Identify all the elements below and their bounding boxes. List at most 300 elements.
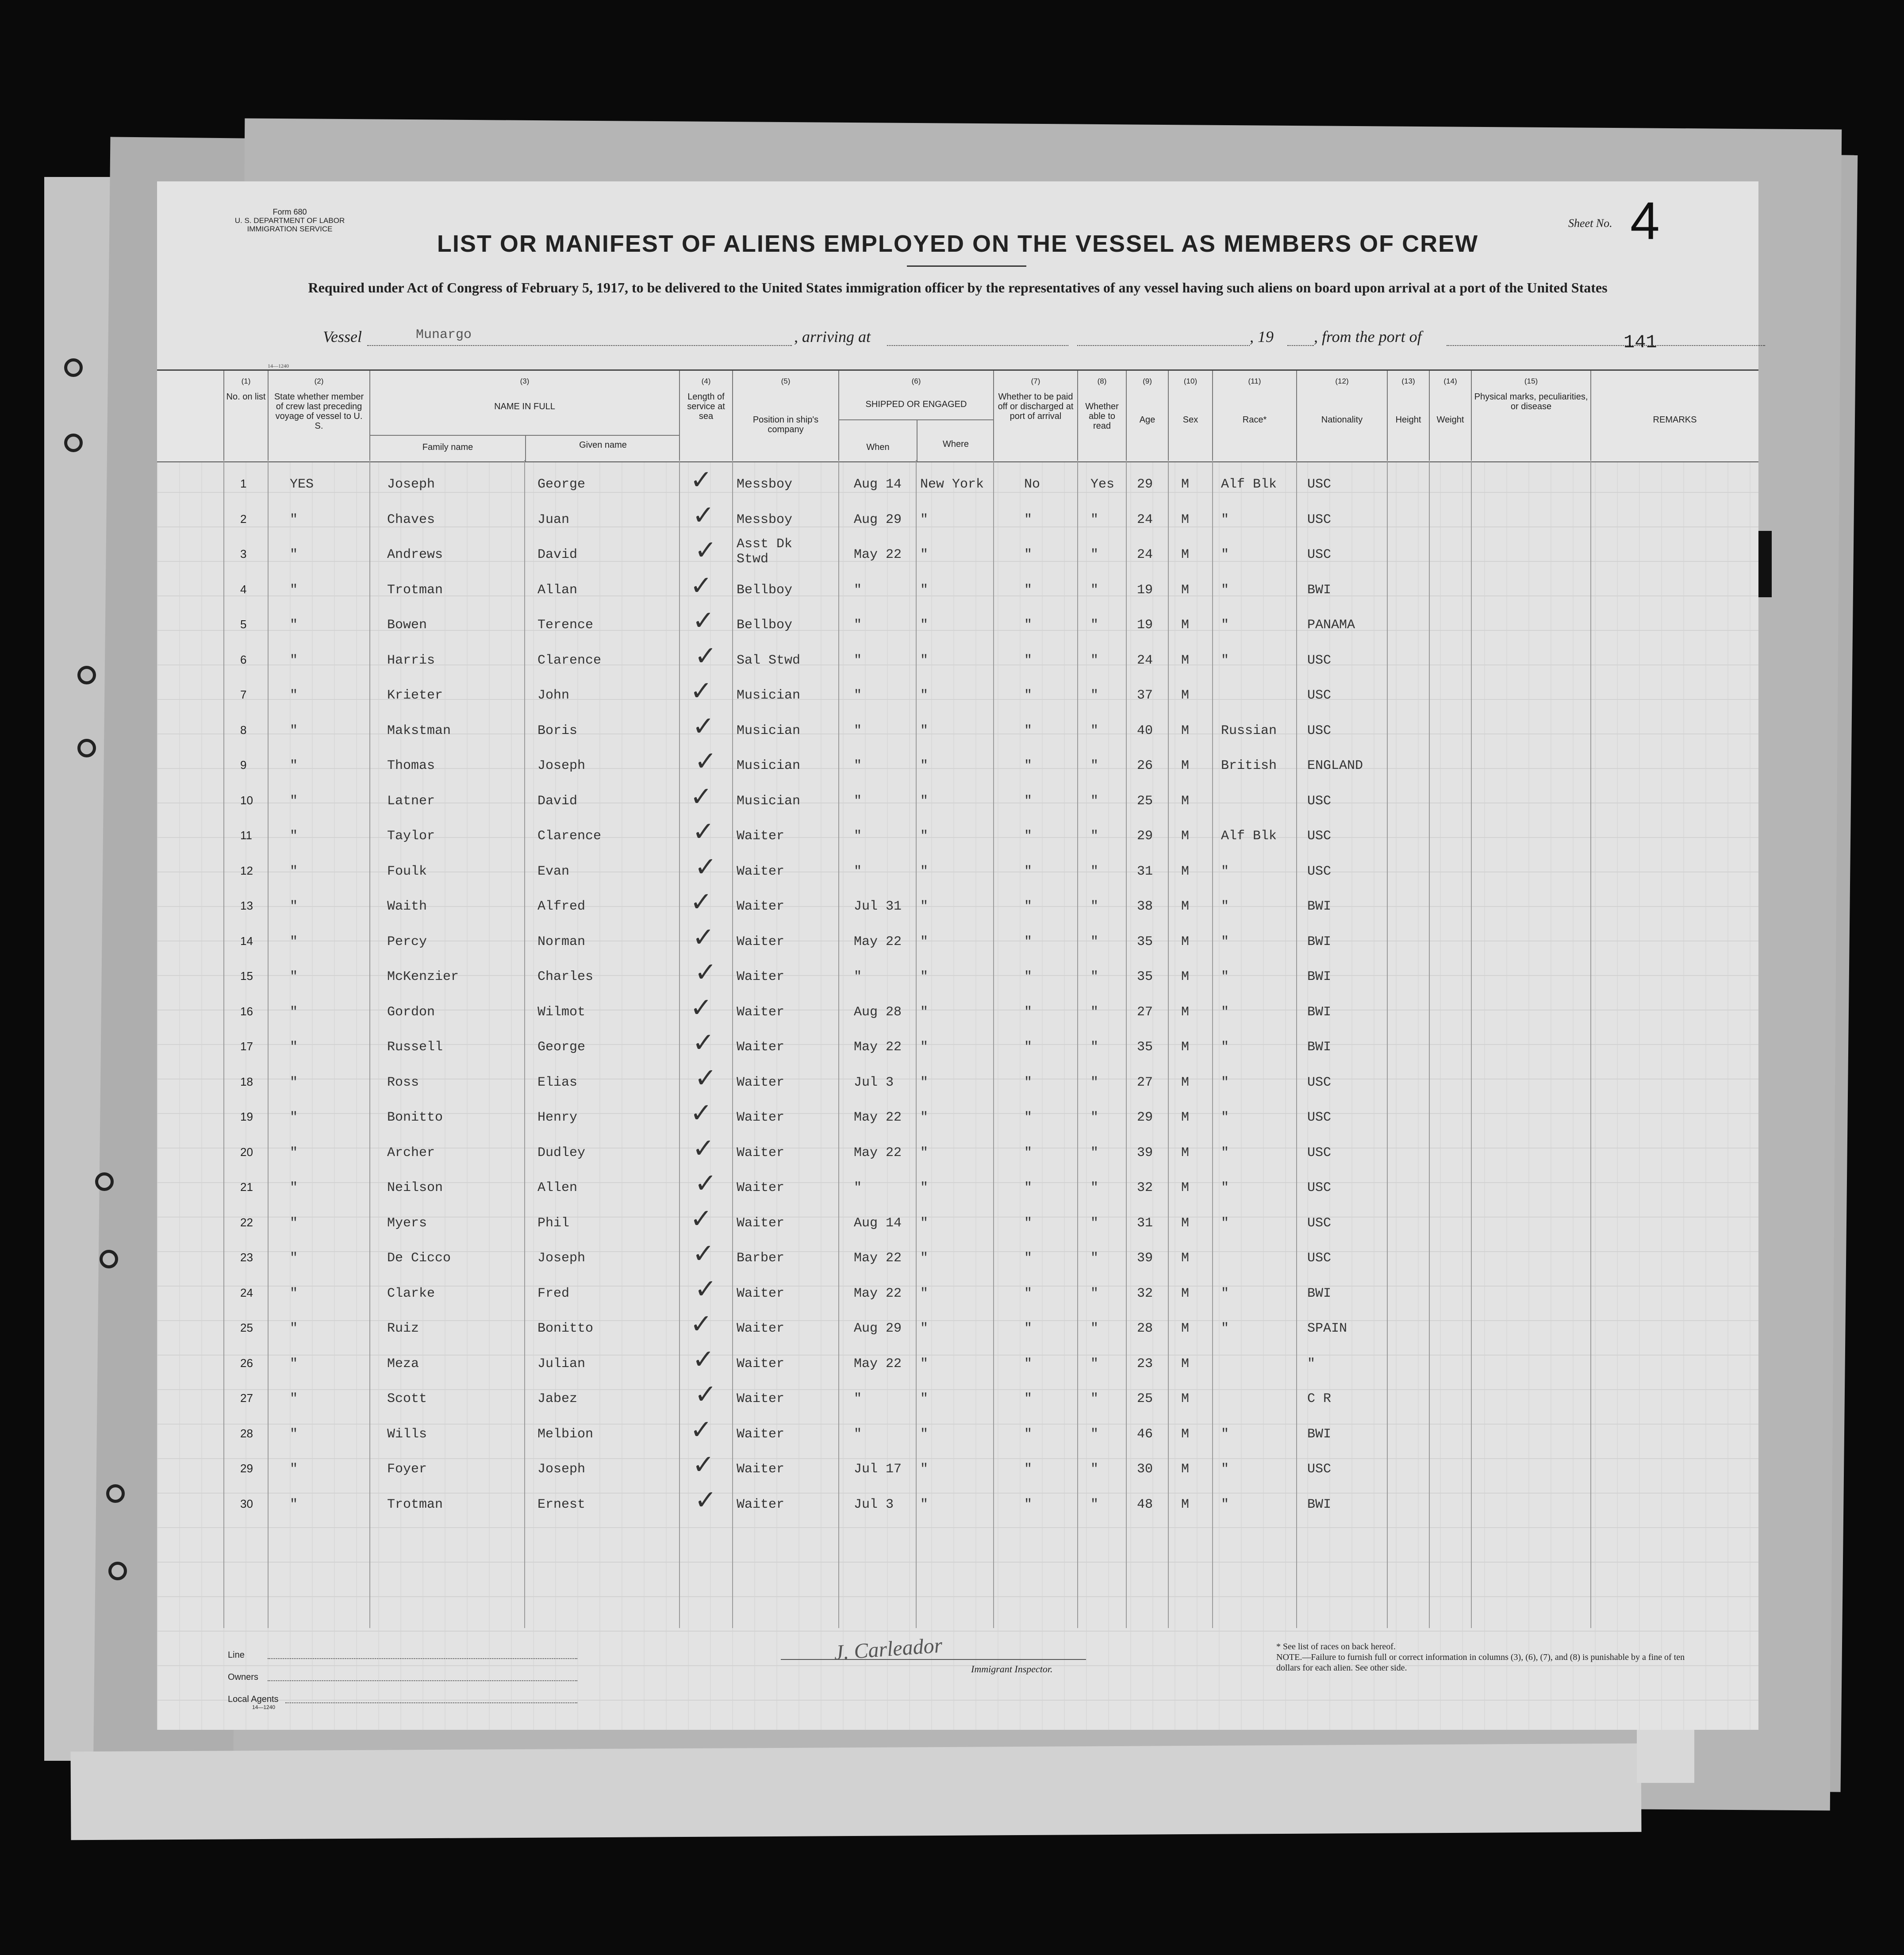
punch-hole bbox=[64, 434, 83, 452]
nationality: BWI bbox=[1307, 1497, 1332, 1512]
punch-hole bbox=[100, 1250, 118, 1268]
able-read: " bbox=[1090, 1462, 1099, 1477]
age: 27 bbox=[1137, 1004, 1153, 1020]
previous-voyage: " bbox=[290, 1110, 298, 1125]
position: Bellboy bbox=[737, 582, 793, 598]
nationality: C R bbox=[1307, 1391, 1332, 1406]
nationality: USC bbox=[1307, 477, 1332, 492]
able-read: " bbox=[1090, 1497, 1099, 1512]
service-check-mark: ✓ bbox=[695, 1062, 717, 1094]
col-label: Nationality bbox=[1321, 415, 1363, 425]
family-name: Myers bbox=[387, 1215, 427, 1231]
fine-note: NOTE.—Failure to furnish full or correct information in columns (3), (6), (7), and (8) is punishable by a fine of ten dollars for each alien. See other side. bbox=[1276, 1652, 1685, 1673]
age: 31 bbox=[1137, 864, 1153, 879]
family-name: Joseph bbox=[387, 477, 435, 492]
race: " bbox=[1221, 969, 1229, 984]
able-read: " bbox=[1090, 1075, 1099, 1090]
nationality: PANAMA bbox=[1307, 618, 1355, 633]
shipped-when: " bbox=[854, 829, 862, 844]
service-check-mark: ✓ bbox=[690, 1203, 713, 1234]
row-number: 4 bbox=[240, 582, 247, 596]
family-name: Ruiz bbox=[387, 1321, 419, 1336]
race: " bbox=[1221, 899, 1229, 914]
footer-note bbox=[1276, 1641, 1710, 1673]
nationality: USC bbox=[1307, 864, 1332, 879]
local-agents-field bbox=[285, 1694, 577, 1703]
previous-voyage: " bbox=[290, 1004, 298, 1020]
previous-voyage: " bbox=[290, 758, 298, 773]
nationality: USC bbox=[1307, 1462, 1332, 1477]
row-number: 6 bbox=[240, 653, 247, 666]
service-check-mark: ✓ bbox=[690, 1098, 713, 1129]
given-name: Phil bbox=[537, 1215, 570, 1231]
crew-row bbox=[157, 1273, 1758, 1313]
sex: M bbox=[1181, 512, 1190, 527]
form-identifier bbox=[206, 208, 374, 233]
row-number: 12 bbox=[240, 864, 253, 877]
given-name: David bbox=[537, 793, 578, 809]
age: 29 bbox=[1137, 1110, 1153, 1125]
position: Waiter bbox=[737, 1180, 785, 1195]
col-label: Height bbox=[1395, 415, 1421, 425]
col-header-number bbox=[223, 371, 268, 461]
row-number: 5 bbox=[240, 618, 247, 631]
row-number: 25 bbox=[240, 1321, 253, 1334]
col-label: NAME IN FULL bbox=[494, 402, 555, 411]
given-name: Evan bbox=[537, 864, 570, 879]
nationality: BWI bbox=[1307, 969, 1332, 984]
service-check-mark: ✓ bbox=[690, 1309, 713, 1340]
race: " bbox=[1221, 512, 1229, 527]
col-num: (6) bbox=[911, 377, 921, 385]
position: Waiter bbox=[737, 1426, 785, 1442]
shipped-where: " bbox=[920, 1075, 929, 1090]
paid-off: " bbox=[1024, 1145, 1033, 1160]
service-check-mark: ✓ bbox=[692, 816, 715, 847]
given-name: Joseph bbox=[537, 758, 586, 773]
age: 38 bbox=[1137, 899, 1153, 914]
given-name: Clarence bbox=[537, 829, 602, 844]
row-number: 24 bbox=[240, 1286, 253, 1299]
age: 35 bbox=[1137, 1040, 1153, 1055]
crew-row bbox=[157, 1484, 1758, 1524]
crew-row bbox=[157, 922, 1758, 961]
shipped-where: " bbox=[920, 688, 929, 703]
previous-voyage: " bbox=[290, 864, 298, 879]
col-sub-given: Given name bbox=[525, 435, 680, 461]
row-number: 1 bbox=[240, 477, 247, 490]
shipped-when: " bbox=[854, 864, 862, 879]
family-name: Neilson bbox=[387, 1180, 443, 1195]
shipped-when: May 22 bbox=[854, 1145, 902, 1160]
race: " bbox=[1221, 1145, 1229, 1160]
col-num: (1) bbox=[241, 377, 251, 385]
family-name: Meza bbox=[387, 1356, 419, 1371]
crew-row bbox=[157, 746, 1758, 785]
able-read: " bbox=[1090, 512, 1099, 527]
sex: M bbox=[1181, 1110, 1190, 1125]
shipped-where: " bbox=[920, 969, 929, 984]
col-label: Length of service at sea bbox=[687, 392, 725, 421]
previous-voyage: " bbox=[290, 653, 298, 668]
nationality: USC bbox=[1307, 1215, 1332, 1231]
given-name: Charles bbox=[537, 969, 594, 984]
shipped-when: " bbox=[854, 969, 862, 984]
position: Waiter bbox=[737, 1321, 785, 1336]
shipped-when: May 22 bbox=[854, 1251, 902, 1266]
service-check-mark: ✓ bbox=[695, 851, 717, 883]
paid-off: " bbox=[1024, 512, 1033, 527]
previous-voyage: " bbox=[290, 1286, 298, 1301]
nationality: USC bbox=[1307, 829, 1332, 844]
family-name: Foulk bbox=[387, 864, 427, 879]
nationality: " bbox=[1307, 1356, 1316, 1371]
crew-row bbox=[157, 887, 1758, 926]
row-number: 17 bbox=[240, 1040, 253, 1053]
from-port-label: , from the port of bbox=[1314, 328, 1422, 346]
family-name: Trotman bbox=[387, 1497, 443, 1512]
previous-voyage: " bbox=[290, 1075, 298, 1090]
crew-row bbox=[157, 816, 1758, 855]
service-check-mark: ✓ bbox=[692, 1344, 715, 1375]
age: 19 bbox=[1137, 618, 1153, 633]
agents-code: 14—1240 bbox=[252, 1704, 276, 1710]
paid-off: " bbox=[1024, 1215, 1033, 1231]
family-name: Harris bbox=[387, 653, 435, 668]
service-check-mark: ✓ bbox=[692, 1027, 715, 1058]
department-name: U. S. DEPARTMENT OF LABOR bbox=[234, 216, 345, 225]
row-number: 22 bbox=[240, 1215, 253, 1229]
nationality: USC bbox=[1307, 1180, 1332, 1195]
previous-voyage: " bbox=[290, 1391, 298, 1406]
service-check-mark: ✓ bbox=[690, 570, 713, 601]
from-port-field bbox=[1447, 327, 1765, 346]
vessel-row bbox=[157, 327, 1758, 354]
given-name: David bbox=[537, 547, 578, 562]
sex: M bbox=[1181, 1180, 1190, 1195]
col-label: Race* bbox=[1242, 415, 1267, 425]
given-name: Julian bbox=[537, 1356, 586, 1371]
row-number: 30 bbox=[240, 1497, 253, 1510]
shipped-where: " bbox=[920, 1215, 929, 1231]
vessel-label: Vessel bbox=[323, 328, 362, 346]
position: Musician bbox=[737, 723, 801, 738]
race: " bbox=[1221, 1497, 1229, 1512]
service-check-mark: ✓ bbox=[692, 1133, 715, 1164]
sex: M bbox=[1181, 1040, 1190, 1055]
col-header-length-service bbox=[679, 371, 732, 461]
sex: M bbox=[1181, 723, 1190, 738]
row-number: 20 bbox=[240, 1145, 253, 1159]
col-sub-when: When bbox=[866, 442, 890, 452]
col-label: REMARKS bbox=[1653, 415, 1697, 425]
age: 19 bbox=[1137, 582, 1153, 598]
age: 46 bbox=[1137, 1426, 1153, 1442]
arriving-field bbox=[887, 327, 1068, 346]
able-read: " bbox=[1090, 1145, 1099, 1160]
inspector-signature: J. Carleador bbox=[833, 1633, 943, 1665]
nationality: BWI bbox=[1307, 1040, 1332, 1055]
position: Bellboy bbox=[737, 618, 793, 633]
given-name: Alfred bbox=[537, 899, 586, 914]
shipped-where: " bbox=[920, 1040, 929, 1055]
line-label: Line bbox=[228, 1650, 245, 1660]
shipped-where: " bbox=[920, 512, 929, 527]
shipped-where: " bbox=[920, 1426, 929, 1442]
able-read: " bbox=[1090, 1286, 1099, 1301]
paid-off: " bbox=[1024, 688, 1033, 703]
punch-hole bbox=[77, 739, 96, 757]
col-num: (11) bbox=[1248, 377, 1261, 385]
crew-row bbox=[157, 605, 1758, 644]
crew-row bbox=[157, 851, 1758, 891]
col-num: (10) bbox=[1183, 377, 1198, 385]
crew-row bbox=[157, 535, 1758, 574]
service-check-mark: ✓ bbox=[695, 640, 717, 672]
inspector-label: Immigrant Inspector. bbox=[971, 1663, 1053, 1675]
col-label: No. on list bbox=[226, 392, 266, 402]
paid-off: " bbox=[1024, 1180, 1033, 1195]
local-agents-label: Local Agents bbox=[228, 1694, 279, 1704]
nationality: BWI bbox=[1307, 899, 1332, 914]
paid-off: " bbox=[1024, 1321, 1033, 1336]
sex: M bbox=[1181, 477, 1190, 492]
nationality: USC bbox=[1307, 1075, 1332, 1090]
given-name: Wilmot bbox=[537, 1004, 586, 1020]
paid-off: " bbox=[1024, 1497, 1033, 1512]
col-header-remarks bbox=[1590, 371, 1758, 461]
year-label: , 19 bbox=[1250, 328, 1274, 346]
previous-voyage: " bbox=[290, 688, 298, 703]
family-name: Makstman bbox=[387, 723, 451, 738]
shipped-where: " bbox=[920, 723, 929, 738]
crew-row bbox=[157, 1414, 1758, 1453]
shipped-when: " bbox=[854, 618, 862, 633]
shipped-when: " bbox=[854, 653, 862, 668]
age: 27 bbox=[1137, 1075, 1153, 1090]
shipped-where: " bbox=[920, 758, 929, 773]
paid-off: " bbox=[1024, 1286, 1033, 1301]
previous-voyage: " bbox=[290, 1497, 298, 1512]
race: " bbox=[1221, 1110, 1229, 1125]
age: 39 bbox=[1137, 1145, 1153, 1160]
row-number: 10 bbox=[240, 793, 253, 807]
age: 32 bbox=[1137, 1180, 1153, 1195]
col-num: (2) bbox=[314, 377, 324, 385]
able-read: " bbox=[1090, 547, 1099, 562]
col-label: Age bbox=[1139, 415, 1155, 425]
service-check-mark: ✓ bbox=[695, 1168, 717, 1199]
paid-off: " bbox=[1024, 1004, 1033, 1020]
position: Messboy bbox=[737, 512, 793, 527]
race: " bbox=[1221, 864, 1229, 879]
able-read: " bbox=[1090, 1110, 1099, 1125]
given-name: Terence bbox=[537, 618, 594, 633]
shipped-where: " bbox=[920, 1180, 929, 1195]
able-read: " bbox=[1090, 723, 1099, 738]
punch-hole bbox=[77, 666, 96, 684]
position: Musician bbox=[737, 793, 801, 809]
family-name: McKenzier bbox=[387, 969, 459, 984]
race: " bbox=[1221, 1215, 1229, 1231]
previous-voyage: " bbox=[290, 1356, 298, 1371]
shipped-where: " bbox=[920, 1356, 929, 1371]
crew-row bbox=[157, 1344, 1758, 1383]
previous-voyage: " bbox=[290, 1145, 298, 1160]
paid-off: " bbox=[1024, 1426, 1033, 1442]
given-name: Dudley bbox=[537, 1145, 586, 1160]
age: 24 bbox=[1137, 653, 1153, 668]
sex: M bbox=[1181, 1497, 1190, 1512]
crew-row bbox=[157, 1133, 1758, 1172]
race: " bbox=[1221, 1004, 1229, 1020]
given-name: Allan bbox=[537, 582, 578, 598]
shipped-where: " bbox=[920, 934, 929, 949]
paid-off: " bbox=[1024, 723, 1033, 738]
crew-row bbox=[157, 1238, 1758, 1277]
age: 35 bbox=[1137, 934, 1153, 949]
owners-label: Owners bbox=[228, 1672, 258, 1682]
crew-row bbox=[157, 1098, 1758, 1137]
given-name: John bbox=[537, 688, 570, 703]
shipped-when: May 22 bbox=[854, 1286, 902, 1301]
sex: M bbox=[1181, 1075, 1190, 1090]
shipped-when: " bbox=[854, 1426, 862, 1442]
col-num: (7) bbox=[1031, 377, 1040, 385]
shipped-where: " bbox=[920, 1251, 929, 1266]
row-number: 18 bbox=[240, 1075, 253, 1088]
col-label: SHIPPED OR ENGAGED bbox=[865, 399, 967, 409]
crew-row bbox=[157, 640, 1758, 680]
col-label: Physical marks, peculiarities, or disease bbox=[1474, 392, 1588, 411]
position: Waiter bbox=[737, 1215, 785, 1231]
service-check-mark: ✓ bbox=[695, 1379, 717, 1410]
nationality: USC bbox=[1307, 1110, 1332, 1125]
col-header-sex bbox=[1168, 371, 1212, 461]
able-read: " bbox=[1090, 829, 1099, 844]
able-read: " bbox=[1090, 899, 1099, 914]
previous-voyage: " bbox=[290, 829, 298, 844]
punch-hole bbox=[106, 1484, 125, 1503]
able-read: " bbox=[1090, 1321, 1099, 1336]
nationality: USC bbox=[1307, 512, 1332, 527]
nationality: BWI bbox=[1307, 934, 1332, 949]
age: 40 bbox=[1137, 723, 1153, 738]
position: Waiter bbox=[737, 1075, 785, 1090]
shipped-when: " bbox=[854, 1180, 862, 1195]
family-name: Ross bbox=[387, 1075, 419, 1090]
race: " bbox=[1221, 1286, 1229, 1301]
col-header-weight bbox=[1429, 371, 1471, 461]
service-check-mark: ✓ bbox=[692, 1238, 715, 1269]
crew-row bbox=[157, 1027, 1758, 1066]
position: Messboy bbox=[737, 477, 793, 492]
col-header-position bbox=[732, 371, 838, 461]
shipped-when: Jul 31 bbox=[854, 899, 902, 914]
service-check-mark: ✓ bbox=[692, 605, 715, 636]
family-name: Andrews bbox=[387, 547, 443, 562]
family-name: Wills bbox=[387, 1426, 427, 1442]
sex: M bbox=[1181, 934, 1190, 949]
position: Musician bbox=[737, 758, 801, 773]
family-name: Foyer bbox=[387, 1462, 427, 1477]
row-number: 7 bbox=[240, 688, 247, 701]
col-header-race bbox=[1212, 371, 1296, 461]
age: 30 bbox=[1137, 1462, 1153, 1477]
shipped-when: Aug 14 bbox=[854, 1215, 902, 1231]
age: 35 bbox=[1137, 969, 1153, 984]
family-name: Latner bbox=[387, 793, 435, 809]
service-name: IMMIGRATION SERVICE bbox=[247, 225, 333, 233]
col-header-shipped bbox=[838, 371, 993, 461]
family-name: Taylor bbox=[387, 829, 435, 844]
previous-voyage: " bbox=[290, 1426, 298, 1442]
col-sub-family: Family name bbox=[422, 442, 473, 452]
page-number: 141 bbox=[1624, 332, 1657, 353]
position: Waiter bbox=[737, 1004, 785, 1020]
shipped-when: " bbox=[854, 582, 862, 598]
previous-voyage: " bbox=[290, 723, 298, 738]
previous-voyage: " bbox=[290, 1321, 298, 1336]
race: " bbox=[1221, 1462, 1229, 1477]
given-name: Allen bbox=[537, 1180, 578, 1195]
shipped-where: " bbox=[920, 1145, 929, 1160]
family-name: Archer bbox=[387, 1145, 435, 1160]
able-read: " bbox=[1090, 1180, 1099, 1195]
race: " bbox=[1221, 618, 1229, 633]
position: Asst Dk Stwd bbox=[737, 537, 793, 567]
sex: M bbox=[1181, 1356, 1190, 1371]
previous-voyage: " bbox=[290, 512, 298, 527]
position: Waiter bbox=[737, 934, 785, 949]
nationality: BWI bbox=[1307, 1286, 1332, 1301]
paid-off: " bbox=[1024, 1251, 1033, 1266]
sex: M bbox=[1181, 1286, 1190, 1301]
previous-voyage: " bbox=[290, 582, 298, 598]
nationality: USC bbox=[1307, 723, 1332, 738]
nationality: USC bbox=[1307, 547, 1332, 562]
previous-voyage: " bbox=[290, 547, 298, 562]
shipped-when: May 22 bbox=[854, 547, 902, 562]
row-number: 28 bbox=[240, 1426, 253, 1440]
service-check-mark: ✓ bbox=[695, 746, 717, 777]
nationality: USC bbox=[1307, 1251, 1332, 1266]
shipped-where: " bbox=[920, 793, 929, 809]
form-title: LIST OR MANIFEST OF ALIENS EMPLOYED ON THE VESSEL AS MEMBERS OF CREW bbox=[437, 230, 1479, 257]
nationality: BWI bbox=[1307, 1004, 1332, 1020]
service-check-mark: ✓ bbox=[690, 1414, 713, 1445]
row-number: 14 bbox=[240, 934, 253, 948]
age: 25 bbox=[1137, 1391, 1153, 1406]
shipped-where: " bbox=[920, 1391, 929, 1406]
position: Waiter bbox=[737, 1286, 785, 1301]
paid-off: " bbox=[1024, 899, 1033, 914]
able-read: " bbox=[1090, 1215, 1099, 1231]
service-check-mark: ✓ bbox=[692, 711, 715, 742]
sex: M bbox=[1181, 653, 1190, 668]
given-name: George bbox=[537, 477, 586, 492]
nationality: USC bbox=[1307, 688, 1332, 703]
year-field bbox=[1287, 327, 1314, 346]
paid-off: " bbox=[1024, 758, 1033, 773]
col-header-previous-voyage bbox=[268, 371, 369, 461]
col-label: State whether member of crew last preceding voyage of vessel to U. S. bbox=[274, 392, 364, 431]
shipped-where: " bbox=[920, 1497, 929, 1512]
able-read: " bbox=[1090, 969, 1099, 984]
race: Alf Blk bbox=[1221, 829, 1277, 844]
family-name: Russell bbox=[387, 1040, 443, 1055]
race: Alf Blk bbox=[1221, 477, 1277, 492]
